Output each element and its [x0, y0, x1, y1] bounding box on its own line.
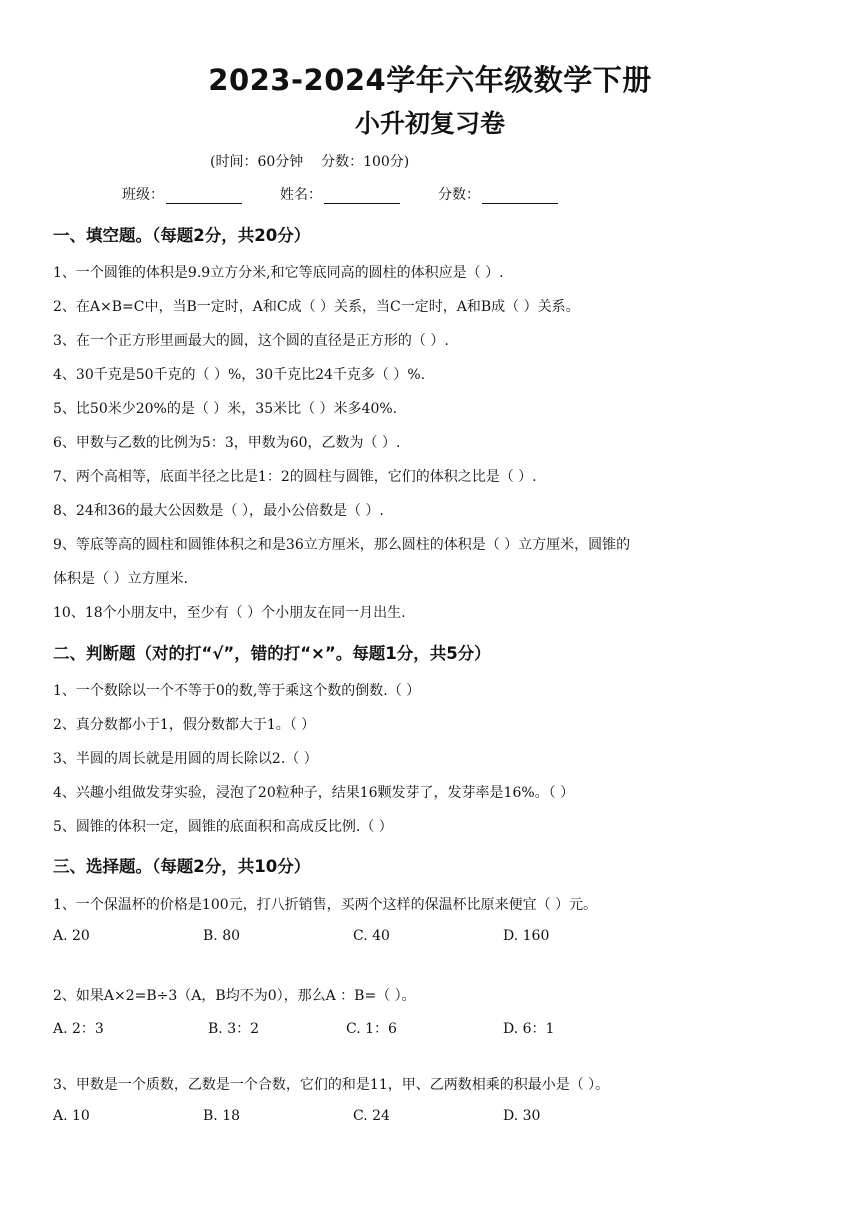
judge-question: 4、兴趣小组做发芽实验，浸泡了20粒种子，结果16颗发芽了，发芽率是16%。（ ） [53, 785, 575, 801]
score-blank[interactable] [482, 187, 558, 204]
page-subtitle: 小升初复习卷 [354, 109, 505, 138]
fill-question-continued: 体积是（ ）立方厘米. [53, 571, 188, 587]
option-c[interactable]: C. 24 [353, 1108, 390, 1124]
section-fill-blank-heading: 一、填空题。（每题2分，共20分） [53, 226, 311, 245]
judge-question: 3、半圆的周长就是用圆的周长除以2.（ ） [53, 751, 318, 767]
judge-question: 2、真分数都小于1，假分数都大于1。（ ） [53, 717, 316, 733]
class-field [122, 184, 242, 204]
option-b[interactable]: B. 18 [203, 1108, 241, 1124]
name-field [280, 184, 400, 204]
score-field [438, 184, 558, 204]
name-blank[interactable] [324, 187, 400, 204]
fill-question: 6、甲数与乙数的比例为5：3，甲数为60，乙数为（ ）. [53, 435, 401, 451]
choice-options [53, 1018, 753, 1038]
fill-question: 1、一个圆锥的体积是9.9立方分米,和它等底同高的圆柱的体积应是（ ）. [53, 265, 504, 281]
choice-options [53, 1108, 753, 1128]
judge-question: 5、圆锥的体积一定，圆锥的底面积和高成反比例.（ ） [53, 819, 393, 835]
fill-question: 8、24和36的最大公因数是（ ），最小公倍数是（ ）. [53, 503, 384, 519]
exam-info: (时间：60分钟 分数：100分) [210, 154, 410, 170]
option-a[interactable]: A. 2：3 [53, 1021, 104, 1037]
fill-question: 5、比50米少20%的是（ ）米，35米比（ ）米多40%. [53, 401, 398, 417]
option-a[interactable]: A. 20 [53, 928, 90, 944]
fill-question: 7、两个高相等，底面半径之比是1：2的圆柱与圆锥，它们的体积之比是（ ）. [53, 469, 537, 485]
option-b[interactable]: B. 80 [203, 928, 241, 944]
option-c[interactable]: C. 1：6 [346, 1021, 397, 1037]
judge-question: 1、一个数除以一个不等于0的数,等于乘这个数的倒数.（ ） [53, 683, 421, 699]
name-label: 姓名： [280, 187, 322, 203]
choice-question: 2、如果A×2=B÷3（A，B均不为0），那么A ：B=（ ）。 [53, 988, 416, 1004]
choice-options [53, 928, 753, 948]
fill-question: 10、18个小朋友中，至少有（ ）个小朋友在同一月出生. [53, 605, 406, 621]
option-d[interactable]: D. 6：1 [503, 1021, 555, 1037]
option-a[interactable]: A. 10 [53, 1108, 90, 1124]
option-d[interactable]: D. 160 [503, 928, 550, 944]
section-judge-heading: 二、判断题（对的打“√”，错的打“×”。每题1分，共5分） [53, 644, 491, 663]
fill-question: 3、在一个正方形里画最大的圆，这个圆的直径是正方形的（ ）. [53, 333, 449, 349]
class-blank[interactable] [166, 187, 242, 204]
student-fields [122, 184, 596, 204]
score-label: 分数： [438, 187, 480, 203]
option-c[interactable]: C. 40 [353, 928, 390, 944]
choice-question: 3、甲数是一个质数，乙数是一个合数，它们的和是11，甲、乙两数相乘的积最小是（ ）。 [53, 1077, 610, 1093]
section-choice-heading: 三、选择题。（每题2分，共10分） [53, 857, 311, 876]
fill-question: 9、等底等高的圆柱和圆锥体积之和是36立方厘米，那么圆柱的体积是（ ）立方厘米，圆锥的 [53, 537, 631, 553]
fill-question: 2、在A×B=C中，当B一定时，A和C成（ ）关系，当C一定时，A和B成（ ）关系。 [53, 299, 580, 315]
option-b[interactable]: B. 3：2 [208, 1021, 260, 1037]
class-label: 班级： [122, 187, 164, 203]
fill-question: 4、30千克是50千克的（ ）%，30千克比24千克多（ ）%. [53, 367, 426, 383]
page-title: 2023-2024学年六年级数学下册 [208, 63, 652, 97]
choice-question: 1、一个保温杯的价格是100元，打八折销售，买两个这样的保温杯比原来便宜（ ）元。 [53, 897, 598, 913]
option-d[interactable]: D. 30 [503, 1108, 541, 1124]
